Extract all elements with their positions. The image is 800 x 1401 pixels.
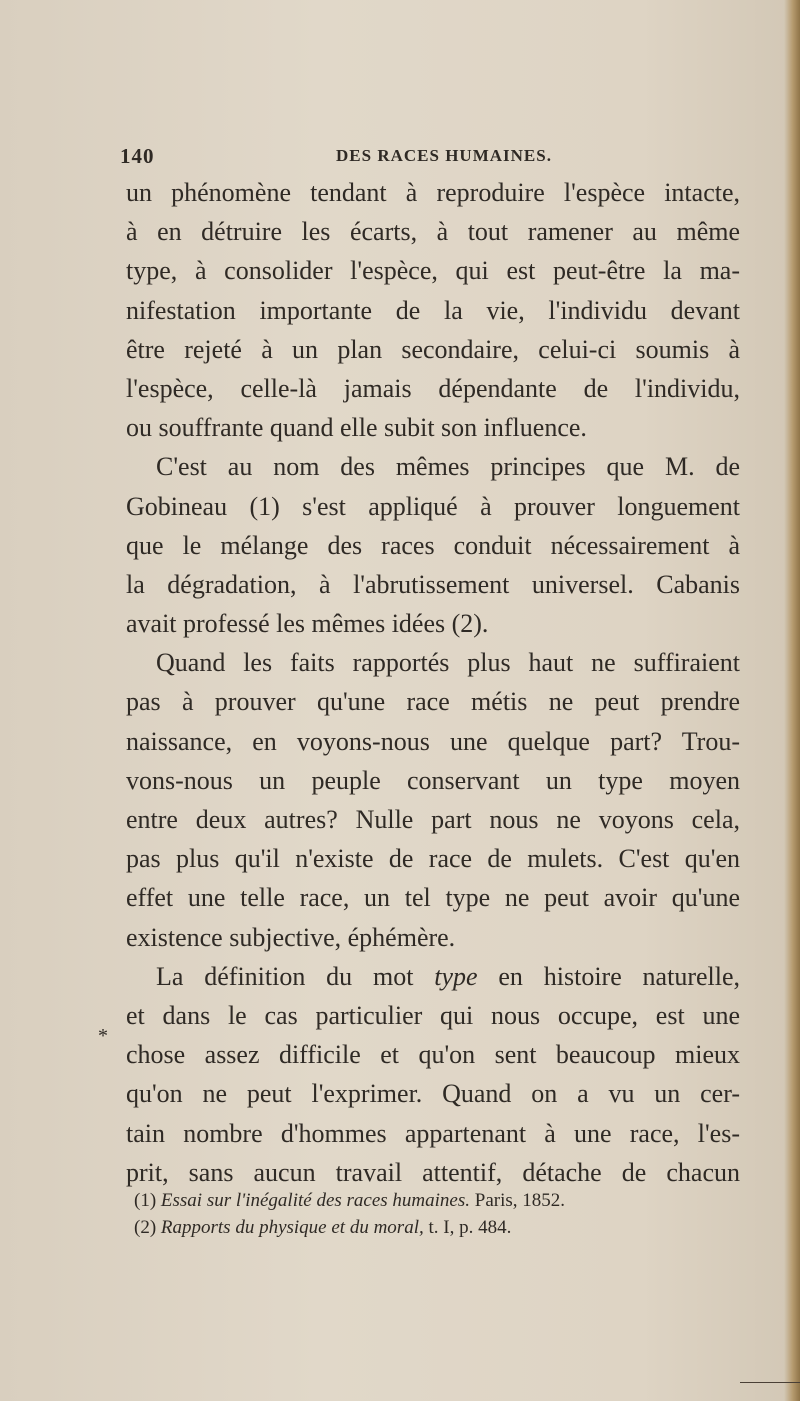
- running-head: [120, 144, 740, 168]
- text-line: type, à consolider l'espèce, qui est peut-être la ma-: [126, 256, 740, 286]
- text-fragment: La définition du mot: [156, 961, 414, 991]
- text-line: tain nombre d'hommes appartenant à une race, l'es-: [126, 1118, 740, 1148]
- bottom-edge-line: [740, 1382, 800, 1383]
- text-line: [126, 957, 740, 996]
- footnote-number: (1): [134, 1190, 157, 1211]
- footnote: [134, 1187, 744, 1214]
- margin-mark: *: [98, 1025, 108, 1047]
- text-line: C'est au nom des mêmes principes que M. de: [156, 452, 740, 482]
- italic-term: type: [434, 961, 478, 991]
- text-fragment: en histoire naturelle,: [498, 961, 741, 991]
- text-line: pas à prouver qu'une race métis ne peut prendre: [126, 687, 740, 717]
- footnote-rest: t. I, p. 484.: [428, 1217, 512, 1238]
- text-line: entre deux autres? Nulle part nous ne voyons cela,: [126, 805, 740, 834]
- footnote-rest: Paris, 1852.: [474, 1190, 565, 1211]
- footnote-title: Essai sur l'inégalité des races humaines.: [160, 1190, 470, 1211]
- body-text: [126, 173, 740, 1192]
- text-line: nifestation importante de la vie, l'individu devant: [126, 295, 740, 325]
- text-line: vons-nous un peuple conservant un type moyen: [126, 765, 740, 795]
- text-line: qu'on ne peut l'exprimer. Quand on a vu un cer-: [126, 1079, 740, 1109]
- footnote-title: Rapports du physique et du moral,: [160, 1217, 424, 1238]
- page-number: 140: [120, 144, 155, 168]
- text-line: existence subjective, éphémère.: [126, 922, 456, 952]
- text-line: un phénomène tendant à reproduire l'espèce intacte,: [126, 178, 740, 207]
- footnote: [134, 1214, 744, 1241]
- text-line: chose assez difficile et qu'on sent beaucoup mieux: [126, 1040, 740, 1070]
- text-line: Quand les faits rapportés plus haut ne suffiraient: [156, 648, 740, 678]
- text-line: prit, sans aucun travail attentif, détache de chacun: [126, 1157, 740, 1187]
- text-line: Gobineau (1) s'est appliqué à prouver longuement: [126, 491, 740, 521]
- text-line: effet une telle race, un tel type ne peut avoir qu'une: [126, 883, 740, 913]
- text-line: avait professé les mêmes idées (2).: [126, 609, 489, 639]
- text-line: à en détruire les écarts, à tout ramener au même: [126, 217, 740, 247]
- text-line: pas plus qu'il n'existe de race de mulets. C'est qu'en: [126, 844, 740, 874]
- page-edge-shadow: [784, 0, 800, 1401]
- text-line: et dans le cas particulier qui nous occupe, est une: [126, 1000, 740, 1030]
- footnotes: [134, 1187, 744, 1241]
- text-line: être rejeté à un plan secondaire, celui-ci soumis à: [126, 334, 740, 364]
- text-line: ou souffrante quand elle subit son influence.: [126, 413, 587, 443]
- text-line: naissance, en voyons-nous une quelque part? Trou-: [126, 726, 740, 756]
- text-line: la dégradation, à l'abrutissement universel. Cabanis: [126, 569, 740, 599]
- running-title: DES RACES HUMAINES.: [336, 146, 552, 165]
- text-line: l'espèce, celle-là jamais dépendante de l'individu,: [126, 373, 740, 403]
- footnote-number: (2): [134, 1217, 157, 1238]
- text-line: que le mélange des races conduit nécessairement à: [126, 530, 740, 560]
